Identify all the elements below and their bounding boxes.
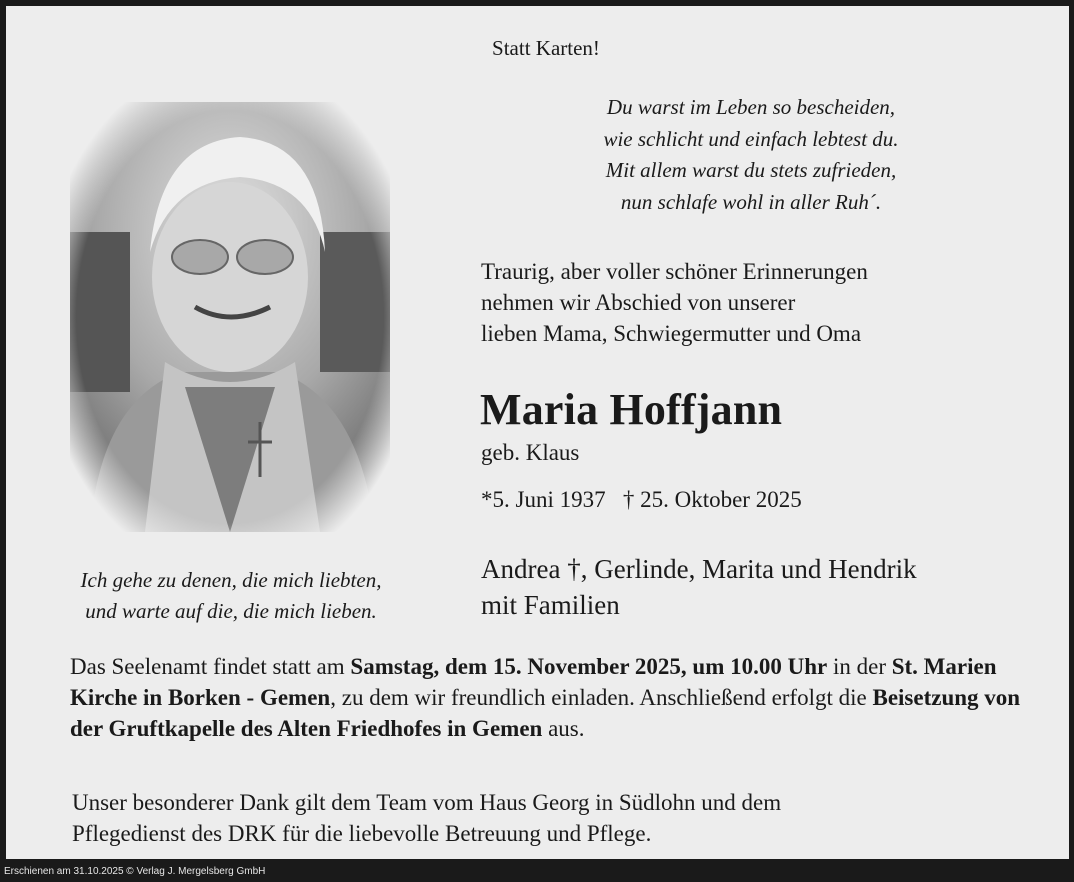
intro-line: lieben Mama, Schwiegermutter und Oma [481, 321, 862, 346]
thanks-line: Pflegedienst des DRK für die liebevolle Betreuung und Pflege. [72, 821, 652, 846]
footer-credit: Erschienen am 31.10.2025 © Verlag J. Mergelsberg GmbH [4, 866, 266, 877]
deceased-name: Maria Hoffjann [480, 385, 783, 434]
poem-right-line: nun schlafe wohl in aller Ruh´. [620, 189, 882, 214]
portrait-photo [70, 102, 390, 532]
burial-info: Beisetzung von der Gruftkapelle des Alten Friedhofes in Gemen [70, 685, 1021, 741]
service-announcement [70, 651, 1030, 744]
poem-right [591, 92, 911, 218]
service-date: Samstag, dem 15. November 2025, um 10.00 Uhr [350, 654, 828, 679]
intro-line: Traurig, aber voller schöner Erinnerungen [481, 259, 868, 284]
obituary-card [6, 6, 1069, 859]
family-line: Andrea †, Gerlinde, Marita und Hendrik [481, 554, 917, 584]
birth-name: geb. Klaus [481, 440, 580, 465]
portrait-illustration [70, 102, 390, 532]
poem-right-line: wie schlicht und einfach lebtest du. [603, 126, 899, 151]
service-text: aus. [542, 716, 585, 741]
service-text: , zu dem wir freundlich einladen. Anschließend erfolgt die [330, 685, 873, 710]
intro-line: nehmen wir Abschied von unserer [481, 290, 796, 315]
thanks-line: Unser besonderer Dank gilt dem Team vom Haus Georg in Südlohn und dem [72, 790, 782, 815]
family-names [481, 551, 917, 623]
thanks-text [72, 787, 1032, 849]
life-dates: *5. Juni 1937 † 25. Oktober 2025 [481, 487, 802, 512]
poem-left [66, 565, 396, 627]
service-text: Das Seelenamt findet statt am [70, 654, 351, 679]
service-location: St. Marien Kirche in Borken - Gemen [70, 654, 997, 710]
intro-text [481, 256, 868, 349]
service-text: in der [827, 654, 892, 679]
poem-left-line: Ich gehe zu denen, die mich liebten, [80, 568, 382, 592]
poem-left-line: und warte auf die, die mich lieben. [85, 599, 377, 623]
header-title: Statt Karten! [492, 36, 600, 60]
poem-right-line: Mit allem warst du stets zufrieden, [605, 158, 897, 182]
poem-right-line: Du warst im Leben so bescheiden, [606, 95, 896, 119]
family-line: mit Familien [481, 590, 620, 620]
